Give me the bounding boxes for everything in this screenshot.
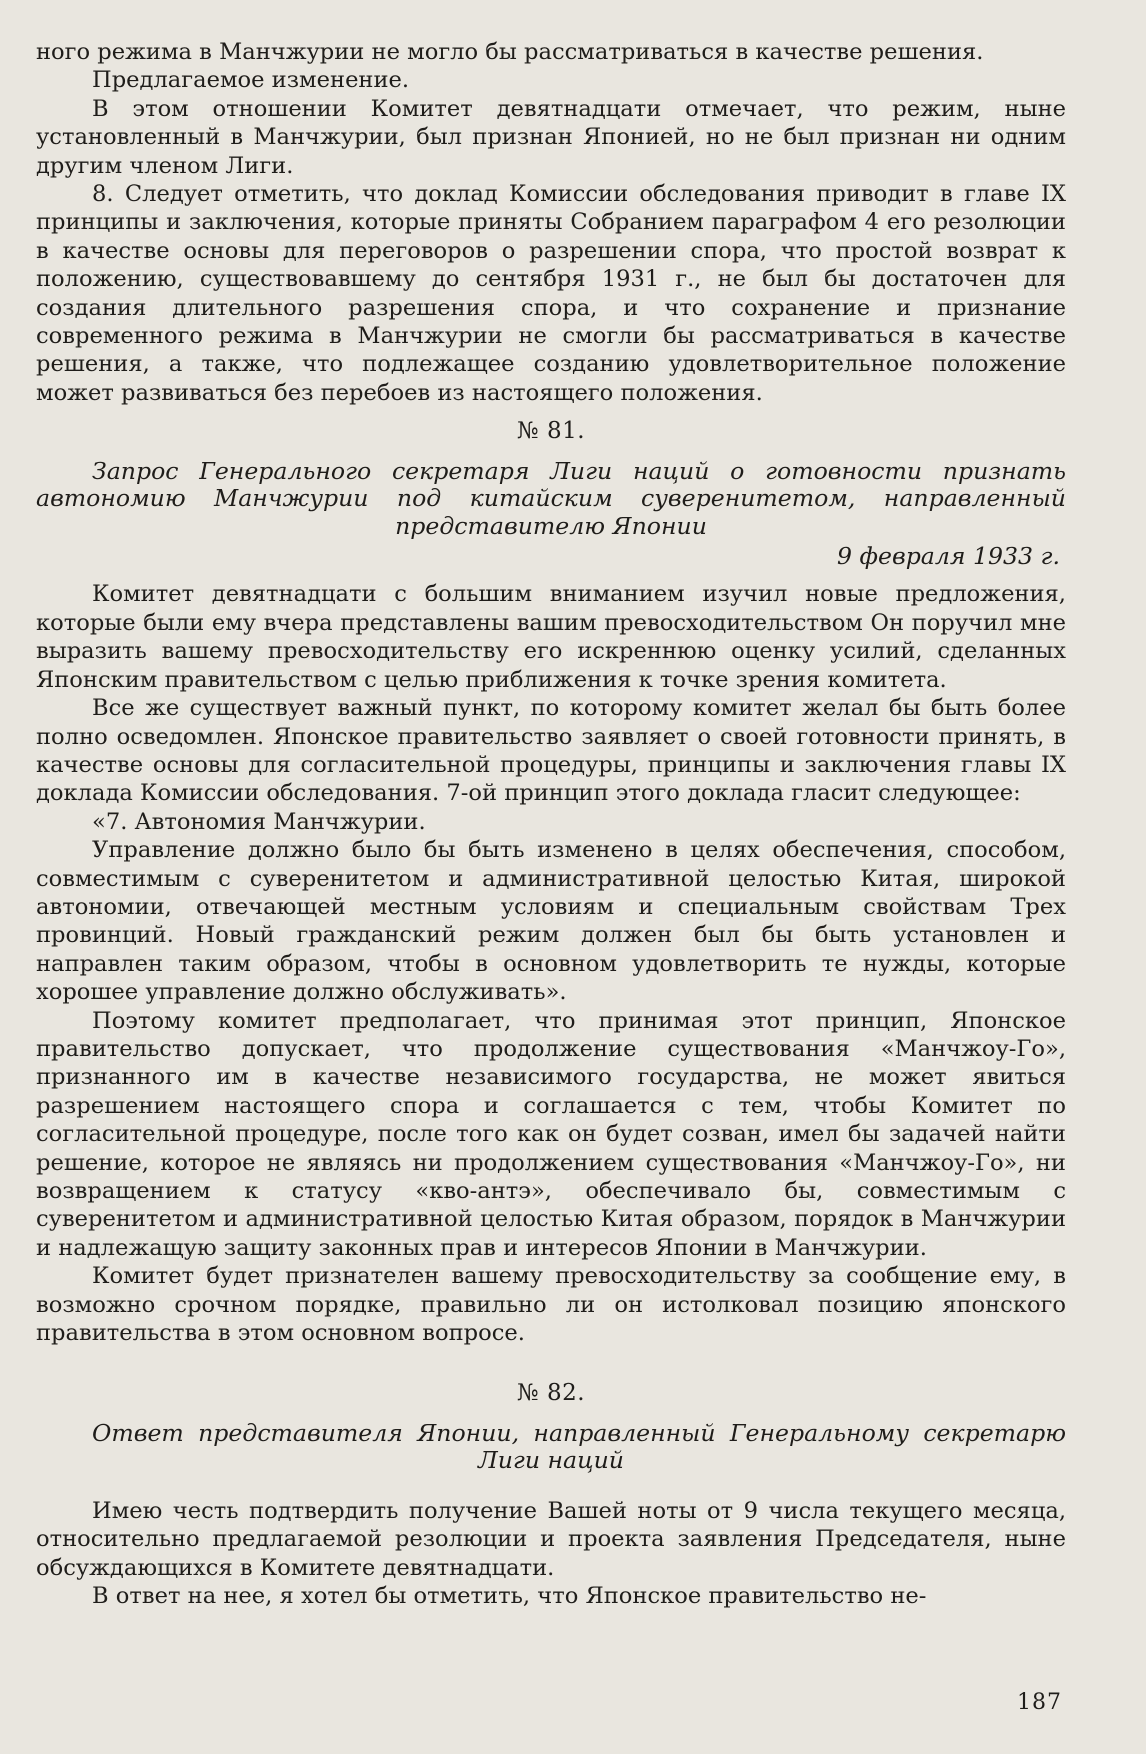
paragraph: Имею честь подтвердить получение Вашей ноты от 9 числа текущего месяца, относительно предлагаемой резолюции и проекта заявления Председателя, ныне обсуждающихся в Комитете девятнадцати. — [36, 1498, 1066, 1581]
document-date-81: 9 февраля 1933 г. — [837, 542, 1060, 571]
paragraph: ного режима в Манчжурии не могло бы рассматриваться в качестве решения. — [36, 39, 984, 65]
document-title-82: Ответ представителя Японии, направленный Генеральному секретарю Лиги наций — [92, 1418, 1066, 1475]
page-body — [36, 38, 1066, 1611]
paragraph: «7. Автономия Манчжурии. — [92, 808, 426, 835]
paragraph: Все же существует важный пункт, по которому комитет желал бы быть более полно осведомлен. Японское правительство заявляет о своей готовности принять, в качестве основы для согласительной процедуры, принципы и заключения главы IX доклада Комиссии обследования. 7-ой принцип этого доклада гласит следующее: — [36, 695, 1066, 807]
paragraph: Комитет девятнадцати с большим вниманием изучил новые предложения, которые были ему вчера представлены вашим превосходительством Он поручил мне выразить вашему превосходительству его искреннюю оценку усилий, сделанных Японским правительством с целью приближения к точке зрения комитета. — [36, 581, 1066, 693]
paragraph: Комитет будет признателен вашему превосходительству за сообщение ему, в возможно срочном порядке, правильно ли он истолковал позицию японского правительства в этом основном вопросе. — [36, 1263, 1066, 1347]
document-number-82: № 82. — [516, 1380, 586, 1407]
paragraph: Предлагаемое изменение. — [92, 67, 410, 94]
paragraph: 8. Следует отметить, что доклад Комиссии обследования приводит в главе IX принципы и заключения, которые приняты Собранием параграфом 4 его резолюции в качестве основы для переговоров о разрешении спора, что простой возврат к положению, существовавшему до сентября 1931 г., не был бы достаточен для создания длительного разрешения спора, и что сохранение и признание современного режима в Манчжурии не смогли бы рассматриваться в качестве решения, а также, что подлежащее созданию удовлетворительное положение может развиваться без перебоев из настоящего положения. — [36, 181, 1066, 406]
paragraph: Управление должно было бы быть изменено в целях обеспечения, способом, совместимым с суверенитетом и административной целостью Китая, широкой автономии, отвечающей местным условиям и специальным свойствам Трех провинций. Новый гражданский режим должен был бы быть установлен и направлен таким образом, чтобы в основном удовлетворить те нужды, которые хорошее управление должно обслуживать». — [36, 837, 1066, 1006]
paragraph: Поэтому комитет предполагает, что принимая этот принцип, Японское правительство допускает, что продолжение существования «Манчжоу-Го», признанного им в качестве независимого государства, не может явиться разрешением настоящего спора и соглашается с тем, чтобы Комитет по согласительной процедуре, после того как он будет созван, имел бы задачей найти решение, которое не являясь ни продолжением существования «Манчжоу-Го», ни возвращением к статусу «кво-антэ», обеспечивало бы, совместимым с суверенитетом и административной целостью Китая образом, порядок в Манчжурии и надлежащую защиту законных прав и интересов Японии в Манчжурии. — [36, 1007, 1066, 1261]
document-title-81: Запрос Генерального секретаря Лиги наций о готовности признать автономию Манчжурии под китайским суверенитетом, направленный представителю Японии — [36, 456, 1066, 540]
document-number-81: № 81. — [516, 418, 586, 445]
paragraph: В этом отношении Комитет девятнадцати отмечает, что режим, ныне установленный в Манчжурии, был признан Японией, но не был признан ни одним другим членом Лиги. — [36, 95, 1066, 179]
spacer — [36, 1475, 1066, 1497]
paragraph: В ответ на нее, я хотел бы отметить, что Японское правительство не- — [92, 1583, 927, 1610]
spacer — [36, 1347, 1066, 1369]
page-number: 187 — [1017, 1690, 1062, 1715]
